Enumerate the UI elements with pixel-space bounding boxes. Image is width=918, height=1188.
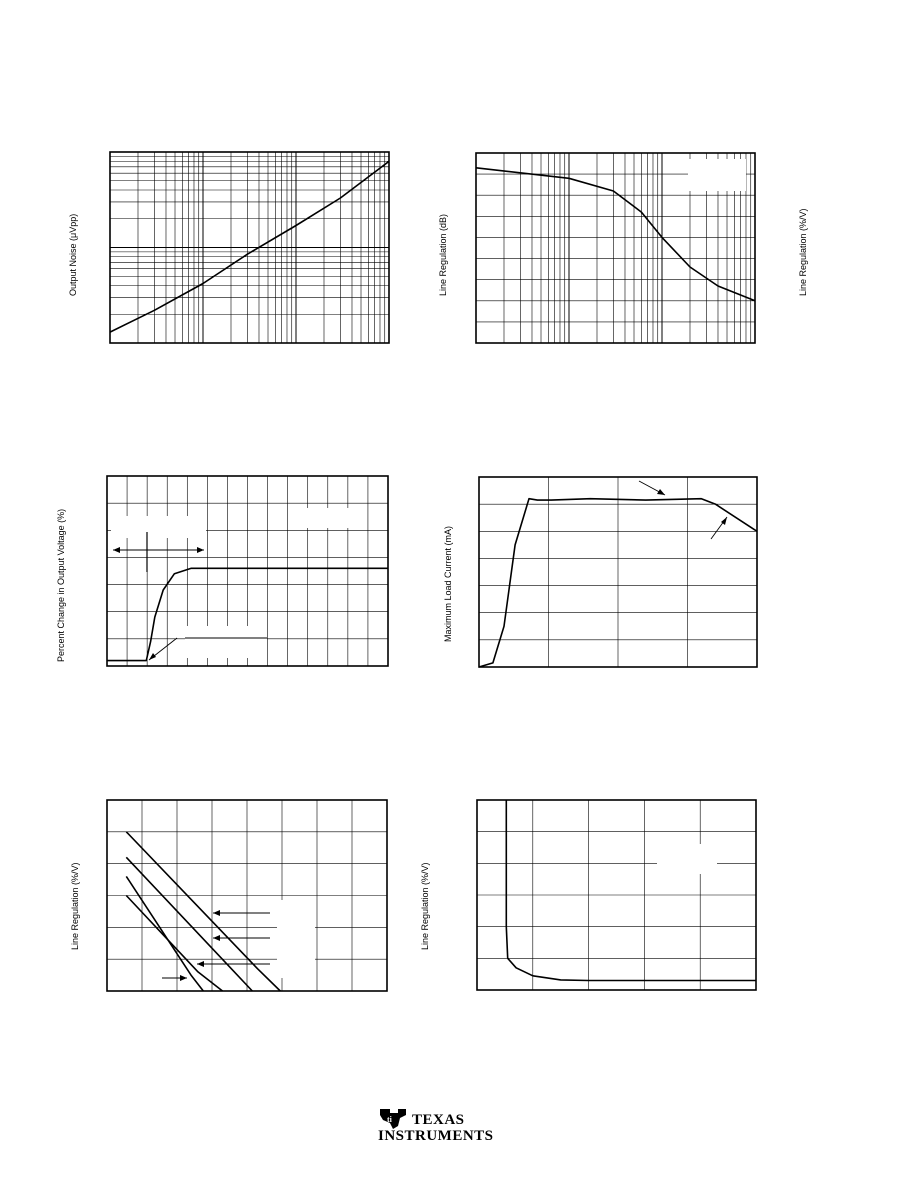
chart-4 xyxy=(479,477,757,667)
chart-2 xyxy=(476,153,755,343)
y-axis-label-right: Line Regulation (%/V) xyxy=(798,208,808,296)
annotation xyxy=(197,961,204,967)
series-line-1 xyxy=(506,800,756,981)
ti-state-icon xyxy=(378,1106,408,1130)
grid-4 xyxy=(479,477,757,667)
y-axis-label-5: Line Regulation (%/V) xyxy=(70,862,80,950)
y-axis-label-6: Line Regulation (%/V) xyxy=(420,862,430,950)
texas-instruments-logo xyxy=(378,1106,494,1146)
annotation xyxy=(213,910,220,916)
series-line-4 xyxy=(126,876,203,991)
series-line-2 xyxy=(126,857,252,991)
label-mask xyxy=(292,508,352,528)
label-mask xyxy=(185,626,267,658)
grid-1 xyxy=(110,152,389,343)
label-mask xyxy=(657,844,717,874)
grid-6 xyxy=(477,800,756,990)
chart-3 xyxy=(107,476,388,666)
chart-6 xyxy=(477,800,756,990)
y-axis-label-4: Maximum Load Current (mA) xyxy=(443,525,453,642)
grid-5 xyxy=(107,800,387,991)
y-axis-label-2: Line Regulation (dB) xyxy=(438,213,448,296)
chart-5 xyxy=(107,800,387,991)
series-line-1 xyxy=(110,161,389,332)
annotation xyxy=(657,489,665,495)
y-axis-label-3: Percent Change in Output Voltage (%) xyxy=(56,508,66,662)
svg-text:ti: ti xyxy=(387,1115,392,1124)
annotation xyxy=(180,975,187,981)
label-mask xyxy=(111,516,206,538)
annotation xyxy=(149,653,156,660)
y-axis-label-1: Output Noise (μVpp) xyxy=(68,213,78,296)
annotation xyxy=(213,935,220,941)
logo-word-instruments: INSTRUMENTS xyxy=(378,1128,494,1144)
label-mask xyxy=(277,900,315,978)
label-mask xyxy=(688,159,746,191)
chart-1 xyxy=(110,152,389,343)
logo-word-texas: TEXAS xyxy=(412,1112,465,1128)
